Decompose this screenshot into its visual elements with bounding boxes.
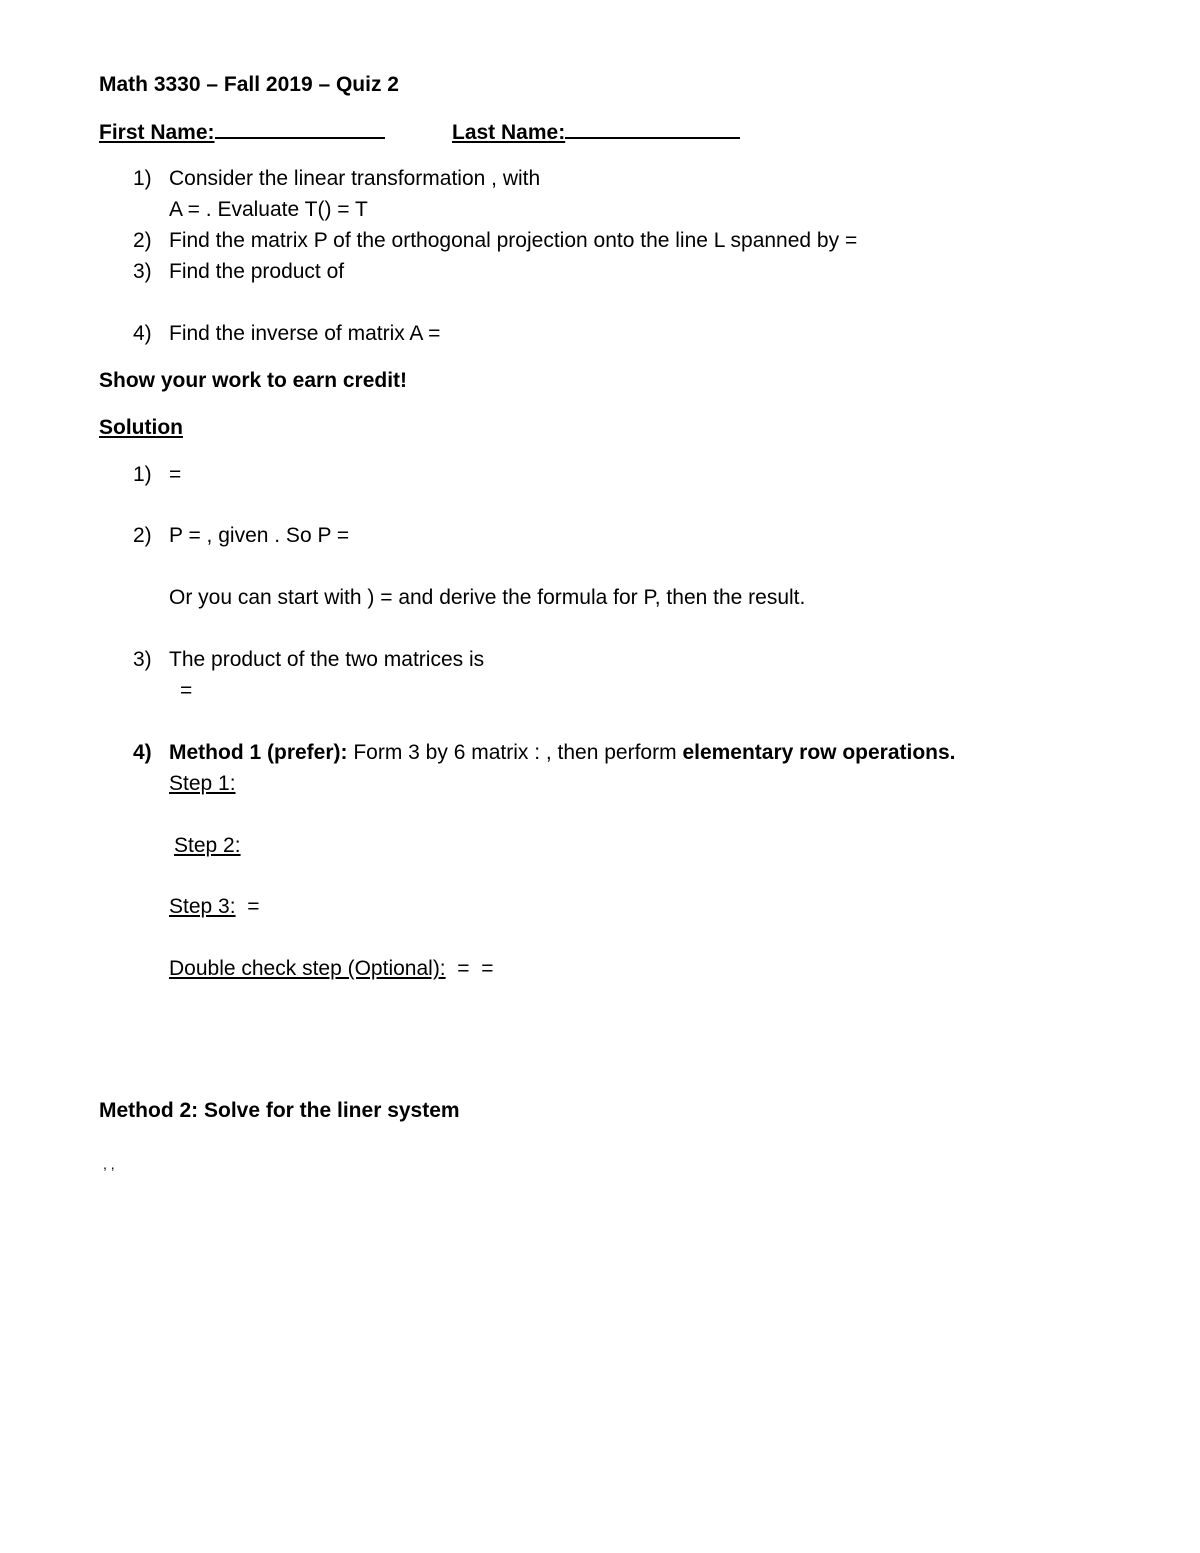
instruction-text: Show your work to earn credit! [99, 369, 408, 392]
step-3-row [169, 894, 260, 920]
solution-2-text: P = , given . So P = [169, 524, 350, 547]
solution-2-extra: Or you can start with ) = and derive the formula for P, then the result. [169, 586, 806, 609]
solution-number: 1) [133, 463, 152, 486]
solution-3-extra: = [180, 679, 193, 702]
trailing-marks: , , [103, 1156, 115, 1172]
question-1-line-1: Consider the linear transformation , with [169, 167, 541, 190]
quiz-title: Math 3330 – Fall 2019 – Quiz 2 [99, 73, 399, 96]
question-number: 4) [133, 322, 152, 345]
solution-4-method-1 [169, 740, 956, 766]
method-1-bold-end: elementary row operations. [682, 741, 956, 764]
solution-number: 2) [133, 524, 152, 547]
question-3-text: Find the product of [169, 260, 345, 283]
first-name-label: First Name: [99, 121, 215, 144]
last-name-row [452, 119, 740, 146]
question-number: 1) [133, 167, 152, 190]
double-check-text: = = [445, 957, 494, 980]
step-3-text: = [235, 895, 260, 918]
first-name-blank [215, 119, 385, 139]
question-2-text: Find the matrix P of the orthogonal projection onto the line L spanned by = [169, 229, 858, 252]
last-name-label: Last Name: [452, 121, 566, 144]
question-4-text: Find the inverse of matrix A = [169, 322, 441, 345]
first-name-row [99, 119, 385, 146]
method-1-text: Form 3 by 6 matrix : , then perform [347, 741, 683, 764]
step-2-label: Step 2: [174, 834, 241, 857]
step-3-label: Step 3: [169, 895, 236, 918]
question-number: 3) [133, 260, 152, 283]
double-check-row [169, 956, 494, 982]
solution-3-text: The product of the two matrices is [169, 648, 485, 671]
method-2-heading: Method 2: Solve for the liner system [99, 1099, 460, 1122]
solution-number: 3) [133, 648, 152, 671]
question-number: 2) [133, 229, 152, 252]
double-check-label: Double check step (Optional): [169, 957, 446, 980]
solution-heading: Solution [99, 416, 183, 439]
question-1-line-2: A = . Evaluate T() = T [169, 198, 368, 221]
solution-1-text: = [169, 463, 182, 486]
method-1-label: Method 1 (prefer): [169, 741, 348, 764]
solution-number: 4) [133, 741, 152, 764]
step-1-label: Step 1: [169, 772, 236, 795]
last-name-blank [565, 119, 740, 139]
